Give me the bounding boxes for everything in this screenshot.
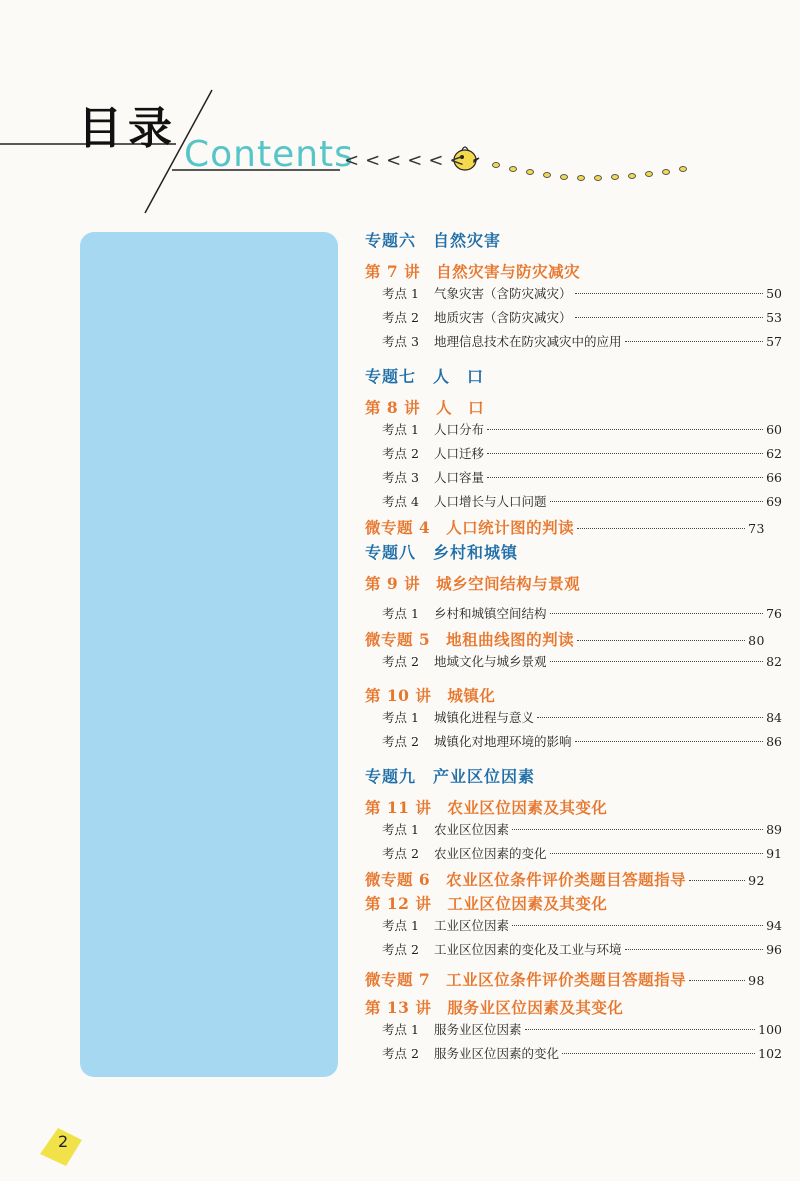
toc-lecture-text: 第 11 讲 农业区位因素及其变化 [365, 798, 608, 817]
dot-leader [577, 640, 745, 641]
toc-lecture-text: 第 9 讲 城乡空间结构与景观 [365, 574, 581, 593]
dot-leader [550, 661, 764, 662]
toc-item-label: 考点 1 [382, 918, 419, 933]
toc-item-text: 地域文化与城乡景观 [434, 654, 547, 669]
toc-page-number: 91 [766, 846, 782, 861]
toc-lecture [365, 892, 765, 914]
toc-item [365, 1044, 782, 1062]
toc-item-text: 工业区位因素的变化及工业与环境 [434, 942, 622, 957]
toc-topic [365, 228, 765, 251]
toc-item-text: 工业区位因素 [434, 918, 510, 933]
toc-item-label: 考点 2 [382, 654, 419, 669]
toc-page-number: 96 [766, 942, 782, 957]
toc-item [365, 332, 782, 350]
toc-item-text: 人口容量 [434, 470, 485, 485]
toc-item [365, 284, 782, 302]
dot-leader [577, 528, 745, 529]
dot-leader [550, 853, 764, 854]
toc-lecture [365, 684, 765, 706]
dot-leader [562, 1053, 755, 1054]
toc-topic-text: 专题八 乡村和城镇 [365, 543, 519, 562]
toc-lecture-text: 第 10 讲 城镇化 [365, 686, 496, 705]
toc-page-number: 94 [766, 918, 782, 933]
dot-leader [575, 317, 764, 318]
toc-item-label: 考点 1 [382, 1022, 419, 1037]
toc-lecture [365, 628, 765, 650]
toc-lecture-text: 微专题 4 人口统计图的判读 [365, 518, 575, 537]
toc-item-label: 考点 1 [382, 822, 419, 837]
toc-page-number: 82 [766, 654, 782, 669]
toc-item-text: 人口迁移 [434, 446, 485, 461]
toc-item-text: 人口分布 [434, 422, 485, 437]
toc-item-text: 农业区位因素的变化 [434, 846, 547, 861]
toc-item-text: 城镇化进程与意义 [434, 710, 535, 725]
toc-item [365, 492, 782, 510]
toc-item-label: 考点 2 [382, 446, 419, 461]
dot-leader [689, 980, 745, 981]
toc-item-text: 服务业区位因素的变化 [434, 1046, 560, 1061]
toc-item-label: 考点 2 [382, 734, 419, 749]
toc-page-number: 60 [766, 422, 782, 437]
dot-leader [487, 429, 763, 430]
dot-leader [512, 829, 763, 830]
toc-lecture-text: 第 13 讲 服务业区位因素及其变化 [365, 998, 624, 1017]
dot-leader [487, 477, 763, 478]
toc-page-number: 100 [758, 1022, 782, 1037]
toc-lecture-text: 第 12 讲 工业区位因素及其变化 [365, 894, 608, 913]
toc-lecture-text: 微专题 7 工业区位条件评价类题目答题指导 [365, 970, 687, 989]
toc-lecture [365, 516, 765, 538]
toc-lecture-text: 第 7 讲 自然灾害与防灾减灾 [365, 262, 581, 281]
arrow-decoration: <<<<<< [344, 150, 471, 171]
toc-page-number: 69 [766, 494, 782, 509]
dot-leader [525, 1029, 756, 1030]
toc-item [365, 844, 782, 862]
toc-page-number: 86 [766, 734, 782, 749]
toc-item-text: 人口增长与人口问题 [434, 494, 547, 509]
toc-lecture-text: 微专题 6 农业区位条件评价类题目答题指导 [365, 870, 687, 889]
toc-item-label: 考点 3 [382, 470, 419, 485]
blue-decorative-panel [80, 232, 338, 1077]
toc-page-number: 62 [766, 446, 782, 461]
toc-item-label: 考点 2 [382, 310, 419, 325]
toc-item [365, 652, 782, 670]
toc-topic-text: 专题七 人 口 [365, 367, 485, 386]
dot-leader [689, 880, 745, 881]
toc-page-number: 53 [766, 310, 782, 325]
toc-item-label: 考点 1 [382, 286, 419, 301]
toc-item-label: 考点 2 [382, 1046, 419, 1061]
toc-item-label: 考点 2 [382, 846, 419, 861]
toc-page-number: 57 [766, 334, 782, 349]
dot-leader [575, 293, 764, 294]
toc-page-number: 66 [766, 470, 782, 485]
toc-item [365, 420, 782, 438]
toc-lecture [365, 996, 765, 1018]
toc-item [365, 468, 782, 486]
toc-lecture-text: 第 8 讲 人 口 [365, 398, 485, 417]
toc-item-label: 考点 2 [382, 942, 419, 957]
toc-topic-text: 专题九 产业区位因素 [365, 767, 536, 786]
toc-lecture [365, 572, 765, 594]
toc-item [365, 1020, 782, 1038]
toc-lecture [365, 796, 765, 818]
dot-leader [625, 949, 764, 950]
toc-page-number: 102 [758, 1046, 782, 1061]
dot-leader [487, 453, 763, 454]
dot-leader [537, 717, 763, 718]
page-subtitle: Contents [184, 134, 354, 175]
toc-topic-text: 专题六 自然灾害 [365, 231, 502, 250]
toc-item-text: 地质灾害（含防灾减灾） [434, 310, 572, 325]
toc-item-text: 乡村和城镇空间结构 [434, 606, 547, 621]
toc-page-number: 50 [766, 286, 782, 301]
toc-item [365, 940, 782, 958]
dot-leader [550, 501, 764, 502]
toc-item-text: 城镇化对地理环境的影响 [434, 734, 572, 749]
toc-item-label: 考点 1 [382, 606, 419, 621]
toc-page-number: 92 [748, 873, 765, 888]
toc-item-label: 考点 3 [382, 334, 419, 349]
dot-leader [625, 341, 764, 342]
toc-item [365, 732, 782, 750]
dot-leader [575, 741, 764, 742]
toc-item-text: 农业区位因素 [434, 822, 510, 837]
toc-page-number: 80 [748, 633, 765, 648]
toc-item [365, 820, 782, 838]
toc-item-label: 考点 1 [382, 422, 419, 437]
toc-topic [365, 540, 765, 563]
toc-lecture [365, 396, 765, 418]
toc-item-label: 考点 1 [382, 710, 419, 725]
toc-lecture [365, 260, 765, 282]
toc-item [365, 604, 782, 622]
page-number: 2 [58, 1132, 69, 1151]
toc-item [365, 444, 782, 462]
toc-item [365, 308, 782, 326]
toc-item-text: 地理信息技术在防灾减灾中的应用 [434, 334, 622, 349]
dot-leader [512, 925, 763, 926]
toc-item [365, 916, 782, 934]
toc-lecture [365, 868, 765, 890]
toc-topic [365, 764, 765, 787]
toc-item [365, 708, 782, 726]
toc-item-text: 服务业区位因素 [434, 1022, 522, 1037]
toc-topic [365, 364, 765, 387]
toc-lecture [365, 968, 765, 990]
toc-item-text: 气象灾害（含防灾减灾） [434, 286, 572, 301]
dot-leader [550, 613, 764, 614]
toc-page-number: 76 [766, 606, 782, 621]
page-title: 目录 [78, 103, 178, 154]
toc-item-label: 考点 4 [382, 494, 419, 509]
toc-page-number: 84 [766, 710, 782, 725]
toc-page-number: 89 [766, 822, 782, 837]
toc-page-number: 73 [748, 521, 765, 536]
toc-page-number: 98 [748, 973, 765, 988]
toc-lecture-text: 微专题 5 地租曲线图的判读 [365, 630, 575, 649]
